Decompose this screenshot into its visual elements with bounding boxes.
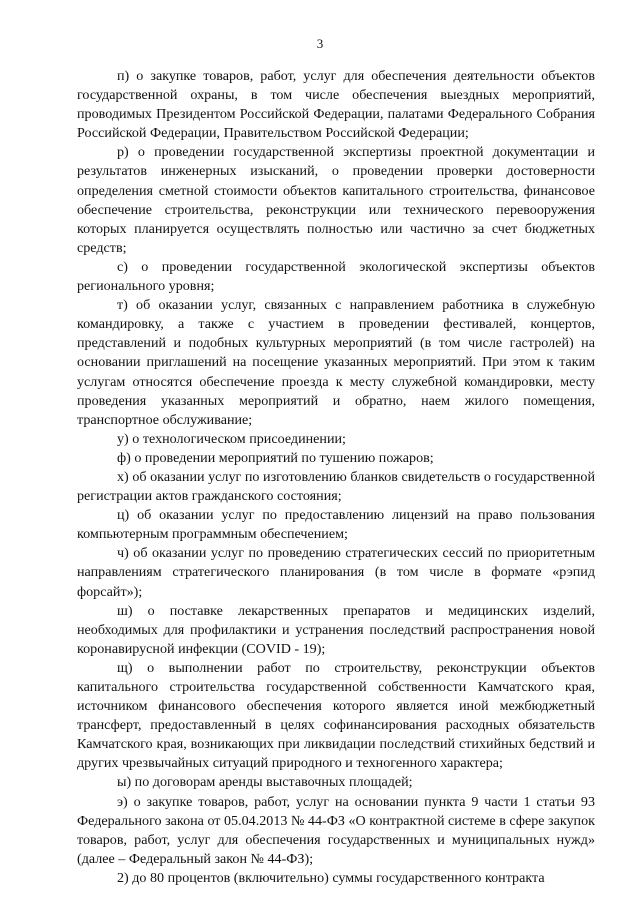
document-body bbox=[77, 67, 595, 888]
paragraph-t: т) об оказании услуг, связанных с направлением работника в служебную командировку, а также с участием в проведении фестивалей, концертов, представлений и подобных культурных мероприятий (в том числе гастролей) на основании приглашений на посещение указанных мероприятий. При этом к таким услугам относятся обеспечение проезда к месту служебной командировки, месту проведения указанных мероприятий и обратно, наем жилого помещения, транспортное обслуживание; bbox=[77, 297, 595, 428]
paragraph-u: у) о технологическом присоединении; bbox=[117, 430, 346, 447]
paragraph-kh: х) об оказании услуг по изготовлению бланков свидетельств о государственной регистрации актов гражданского состояния; bbox=[77, 468, 595, 505]
paragraph-sh: ш) о поставке лекарственных препаратов и медицинских изделий, необходимых для профилактики и устранения последствий распространения новой коронавирусной инфекции (COVID - 19); bbox=[77, 602, 595, 657]
paragraph-shch: щ) о выполнении работ по строительству, реконструкции объектов капитального строительства государственной собственности Камчатского края, источником финансового обеспечения которого является иной межбюджетный трансферт, предоставленный в целях софинансирования расходных обязательств Камчатского края, возникающих при ликвидации последствий стихийных бедствий и других чрезвычайных ситуаций природного и техногенного характера; bbox=[77, 659, 595, 772]
page-number: 3 bbox=[316, 36, 324, 51]
paragraph-ch: ч) об оказании услуг по проведению стратегических сессий по приоритетным направлениям стратегического планирования (в том числе в формате «рэпид форсайт»); bbox=[77, 545, 595, 600]
paragraph-f: ф) о проведении мероприятий по тушению пожаров; bbox=[117, 449, 434, 466]
paragraph-p: п) о закупке товаров, работ, услуг для обеспечения деятельности объектов государственной охраны, в том числе обеспечения выездных мероприятий, проводимых Президентом Российской Федерации, палатами Федерального Собрания Российской Федерации, Правительством Российской Федерации; bbox=[77, 68, 595, 142]
paragraph-r: р) о проведении государственной экспертизы проектной документации и результатов инженерных изысканий, о проведении проверки достоверности определения сметной стоимости объектов капитального строительства, финансовое обеспечение строительства, реконструкции или технического перевооружения которых планируется осуществлять полностью или частично за счет бюджетных средств; bbox=[77, 144, 595, 256]
paragraph-ts: ц) об оказании услуг по предоставлению лицензий на право пользования компьютерным программным обеспечением; bbox=[77, 507, 595, 543]
paragraph-y: ы) по договорам аренды выставочных площадей; bbox=[117, 774, 413, 791]
paragraph-e: э) о закупке товаров, работ, услуг на основании пункта 9 части 1 статьи 93 Федерального закона от 05.04.2013 № 44-ФЗ «О контрактной системе в сфере закупок товаров, работ, услуг для обеспечения государственных и муниципальных нужд» (далее – Федеральный закон № 44-ФЗ); bbox=[77, 793, 595, 867]
paragraph-item-2: 2) до 80 процентов (включительно) суммы государственного контракта bbox=[117, 869, 545, 886]
paragraph-s: с) о проведении государственной экологической экспертизы объектов регионального уровня; bbox=[77, 258, 595, 295]
